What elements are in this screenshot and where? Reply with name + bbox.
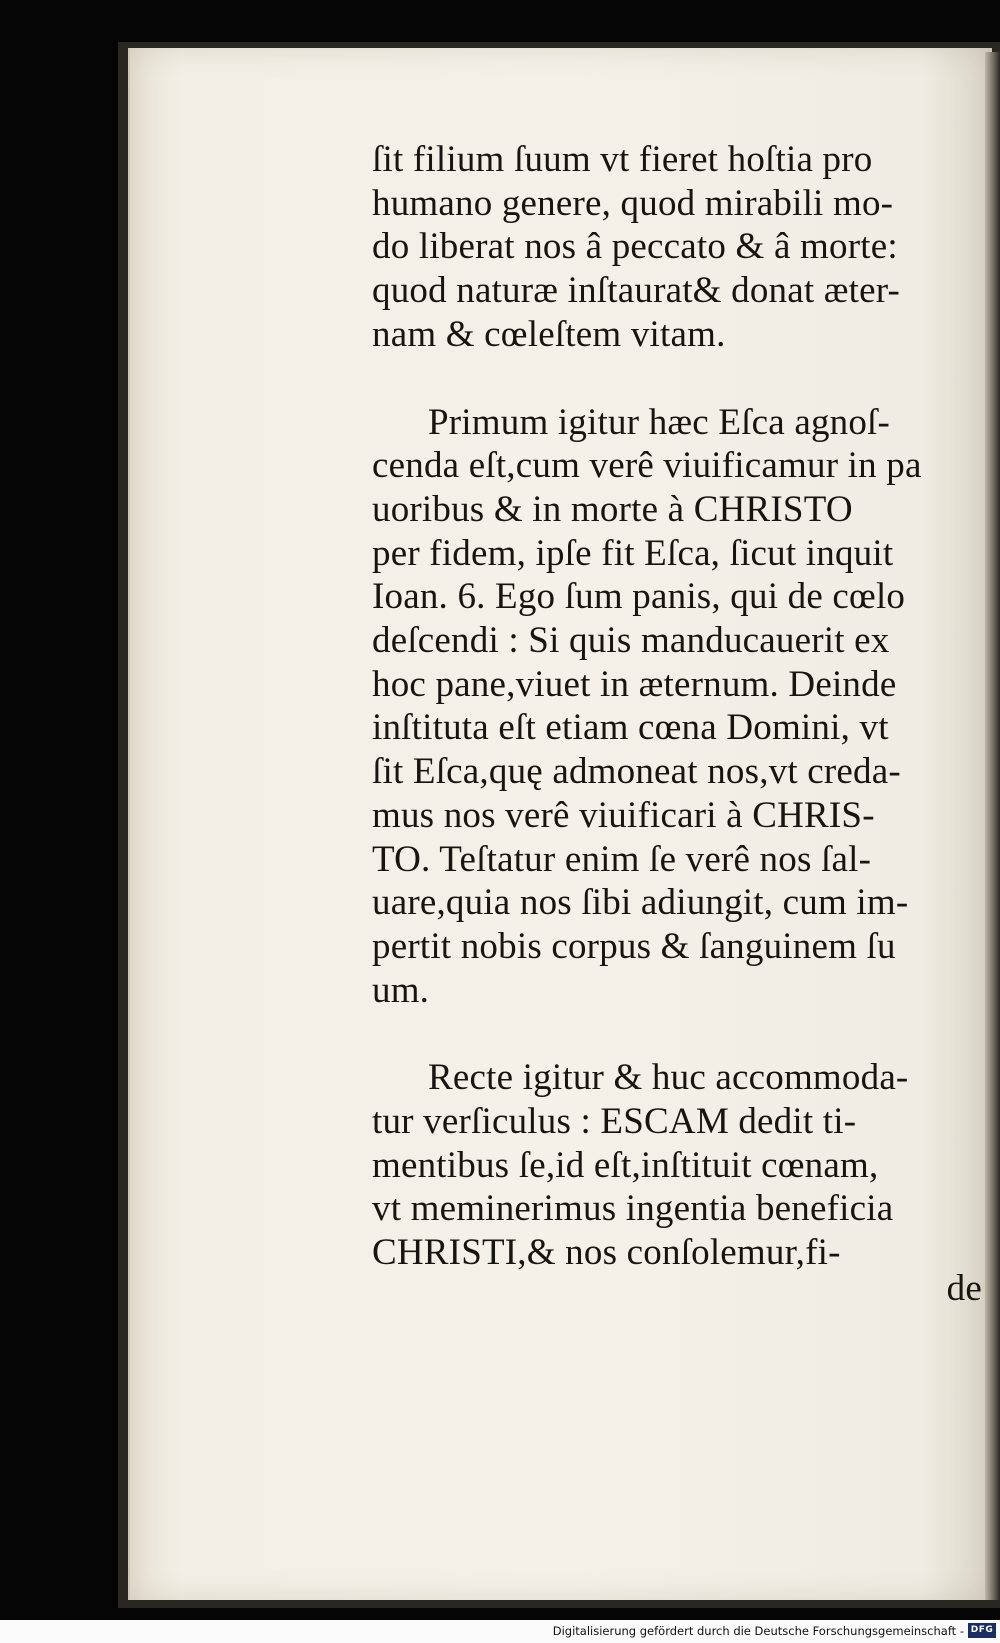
catchword: de	[946, 1267, 982, 1309]
text-line: per fidem, ipſe fit Eſca, ſicut inquit	[372, 532, 894, 574]
text-line: Recte igitur & huc accommoda-	[428, 1057, 909, 1099]
dfg-logo-icon: DFG	[968, 1623, 996, 1638]
paragraph-2	[372, 401, 990, 1013]
text-line: ſit filium ſuum vt fieret hoſtia pro	[372, 139, 873, 180]
text-line: mentibus ſe,id eſt,inſtituit cœnam,	[372, 1144, 879, 1186]
text-line: nam & cœleſtem vitam.	[372, 313, 726, 355]
text-line: cenda eſt,cum verê viuificamur in pa	[372, 445, 922, 487]
page-text	[372, 138, 990, 1311]
text-line: inſtituta eſt etiam cœna Domini, vt	[372, 707, 889, 749]
text-line: ſit Eſca,quę admoneat nos,vt creda-	[372, 751, 901, 793]
paragraph-3	[372, 1056, 990, 1275]
text-line: TO. Teſtatur enim ſe verê nos ſal-	[372, 838, 872, 880]
digitization-footer	[0, 1620, 1000, 1643]
text-line: Primum igitur hæc Eſca agnoſ-	[428, 401, 891, 443]
text-line: vt meminerimus ingentia beneficia	[372, 1188, 894, 1230]
text-line: humano genere, quod mirabili mo-	[372, 182, 894, 224]
text-line: uare,quia nos ſibi adiungit, cum im-	[372, 882, 909, 924]
paragraph-1	[372, 138, 990, 357]
text-line: tur verſiculus : ESCAM dedit ti-	[372, 1101, 857, 1143]
text-line: quod naturæ inſtaurat& donat æter-	[372, 270, 901, 312]
text-line: deſcendi : Si quis manducauerit ex	[372, 620, 890, 662]
text-line: uoribus & in morte à CHRISTO	[372, 488, 853, 530]
text-line: mus nos verê viuificari à CHRIS-	[372, 794, 875, 836]
footer-credit-text: Digitalisierung gefördert durch die Deutsche Forschungsgemeinschaft -	[552, 1624, 964, 1638]
text-line: hoc pane,viuet in æternum. Deinde	[372, 663, 897, 705]
text-line: pertit nobis corpus & ſanguinem ſu	[372, 925, 896, 967]
text-line: Ioan. 6. Ego ſum panis, qui de cœlo	[372, 576, 906, 618]
text-line: CHRISTI,& nos conſolemur,fi-	[372, 1232, 841, 1274]
text-line: do liberat nos â peccato & â morte:	[372, 226, 898, 268]
text-line: um.	[372, 969, 430, 1011]
